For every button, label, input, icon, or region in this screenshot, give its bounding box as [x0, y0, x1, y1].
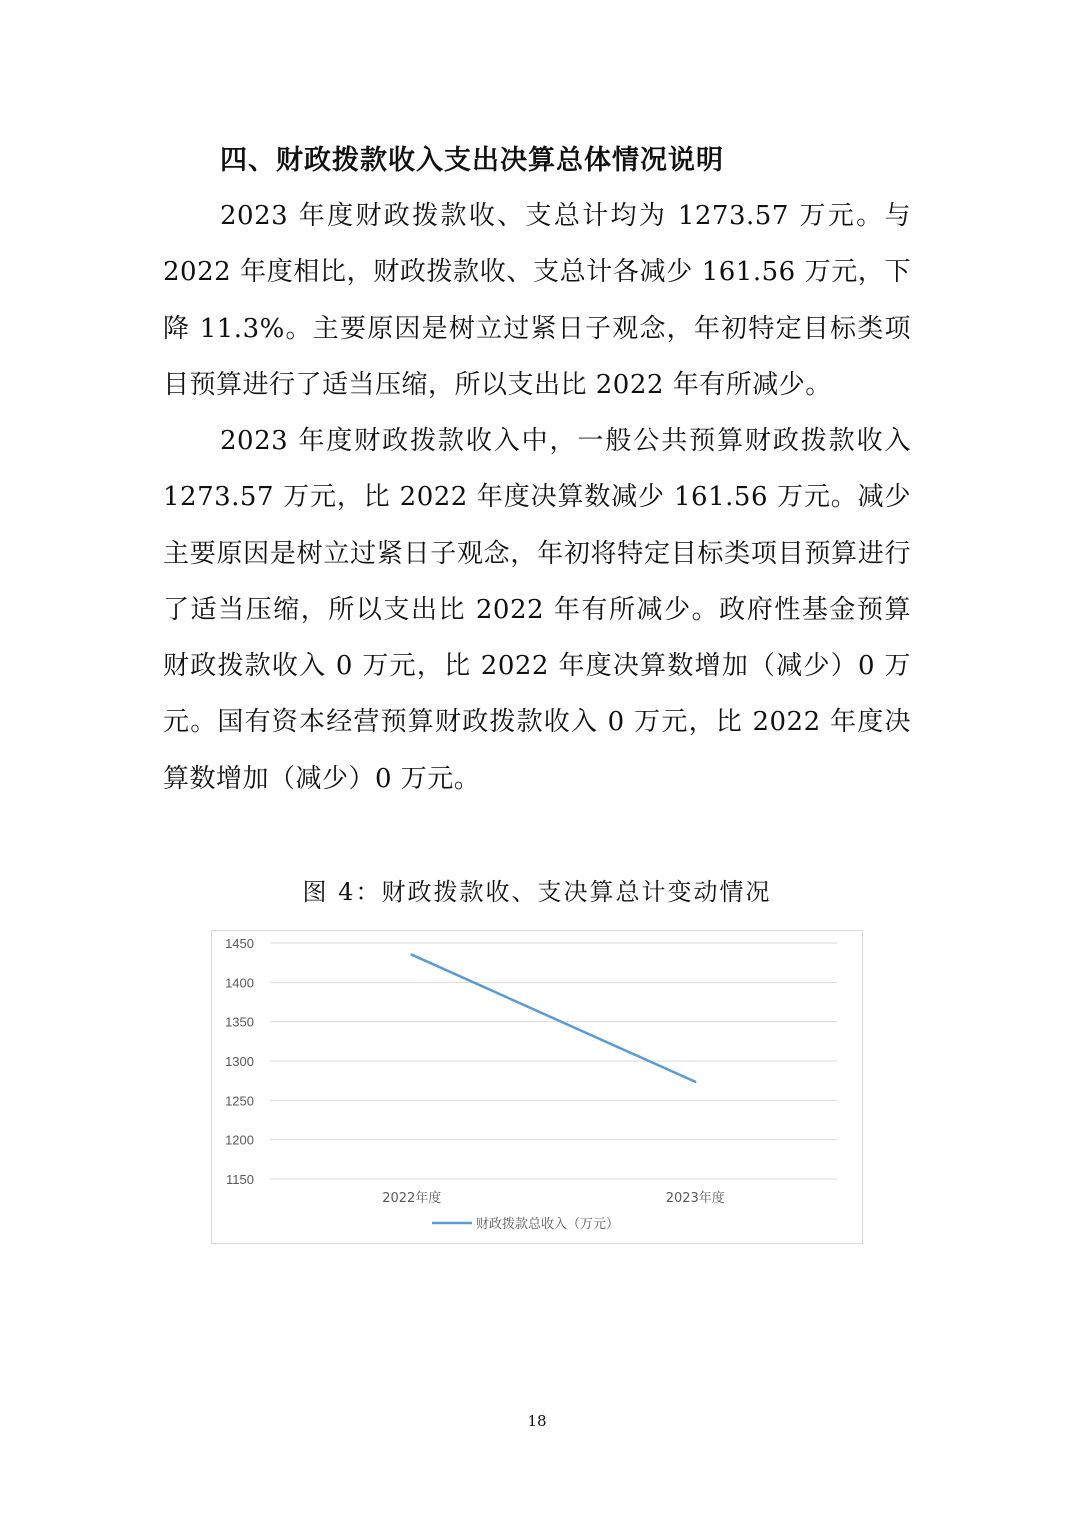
paragraph-1: 2023 年度财政拨款收、支总计均为 1273.57 万元。与 2022 年度相比，财政拨款收、支总计各减少 161.56 万元，下降 11.3%。主要原因是树立过紧日子观念，年初特定目标类项目预算进行了适当压缩，所以支出比 2022 年有所减少。: [163, 201, 911, 400]
y-tick-label: 1200: [225, 1132, 254, 1148]
y-tick-label: 1250: [225, 1093, 254, 1109]
figure-caption: 图 4：财政拨款收、支决算总计变动情况: [302, 878, 772, 906]
paragraph-2: 2023 年度财政拨款收入中，一般公共预算财政拨款收入 1273.57 万元，比 2022 年度决算数减少 161.56 万元。减少主要原因是树立过紧日子观念，年初将特定目标类项目预算进行了适当压缩，所以支出比 2022 年有所减少。政府性基金预算财政拨款收入 0 万元，比 2022 年度决算数增加（减少）0 万元。国有资本经营预算财政拨款收入 0 万元，比 2022 年度决算数增加（减少）0 万元。: [163, 426, 911, 794]
line-chart: [211, 930, 863, 1244]
x-tick-label: 2022年度: [382, 1191, 442, 1206]
legend-label: 财政拨款总收入（万元）: [476, 1217, 620, 1232]
x-tick-label: 2023年度: [665, 1191, 725, 1206]
y-tick-label: 1450: [225, 936, 254, 951]
y-tick-label: 1150: [226, 1172, 254, 1187]
section-heading: 四、财政拨款收入支出决算总体情况说明: [220, 145, 724, 176]
page-number: 18: [527, 1412, 547, 1430]
y-tick-label: 1300: [225, 1054, 254, 1069]
series-line: [412, 955, 696, 1082]
chart-svg: [212, 931, 862, 1243]
y-tick-label: 1350: [225, 1014, 254, 1030]
y-tick-label: 1400: [225, 975, 254, 991]
